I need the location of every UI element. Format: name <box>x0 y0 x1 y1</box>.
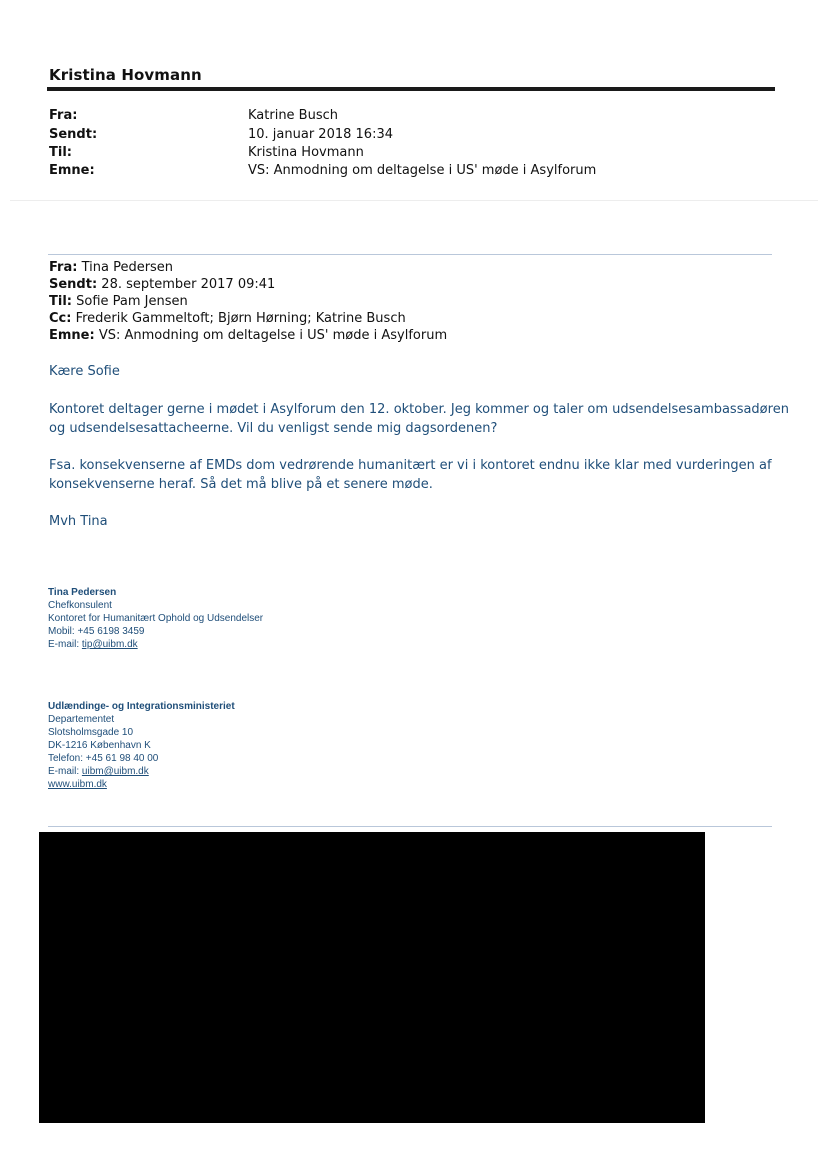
redaction-block <box>39 832 705 1123</box>
signature-title: Chefkonsulent <box>48 600 112 611</box>
paragraph-1-line-2: og udsendelsesattacheerne. Vil du venligst sende mig dagsordenen? <box>49 421 498 436</box>
forwarded-to <box>49 294 188 309</box>
org-website-link[interactable]: www.uibm.dk <box>48 779 107 790</box>
header-to-value: Kristina Hovmann <box>248 145 364 160</box>
bottom-separator <box>48 826 772 827</box>
org-city: DK-1216 København K <box>48 740 151 751</box>
paragraph-2-line-2: konsekvenserne heraf. Så det må blive på et senere møde. <box>49 477 433 492</box>
closing: Mvh Tina <box>49 514 108 529</box>
org-website-row <box>48 778 107 791</box>
forwarded-subject-label: Emne: <box>49 328 95 343</box>
title-rule <box>47 87 775 91</box>
forwarded-to-label: Til: <box>49 294 72 309</box>
header-subject-label: Emne: <box>49 163 95 178</box>
forwarded-from-value: Tina Pedersen <box>81 260 174 275</box>
header-sent-value: 10. januar 2018 16:34 <box>248 127 393 142</box>
forwarded-from-label: Fra: <box>49 260 78 275</box>
forwarded-sent <box>49 277 275 292</box>
forwarded-cc <box>49 311 406 326</box>
paragraph-2-line-1: Fsa. konsekvenserne af EMDs dom vedrørende humanitært er vi i kontoret endnu ikke klar med vurderingen af <box>49 458 772 473</box>
org-email-label: E-mail: <box>48 766 82 777</box>
org-department: Departementet <box>48 714 115 725</box>
org-street: Slotsholmsgade 10 <box>48 727 134 738</box>
org-email-row <box>48 765 149 778</box>
header-sent-label: Sendt: <box>49 127 98 142</box>
org-email-link[interactable]: uibm@uibm.dk <box>81 766 149 777</box>
forwarded-sent-value: 28. september 2017 09:41 <box>101 277 276 292</box>
forwarded-subject <box>49 328 447 343</box>
header-from-value: Katrine Busch <box>248 108 339 123</box>
header-to-label: Til: <box>49 145 72 160</box>
forwarded-to-value: Sofie Pam Jensen <box>76 294 188 309</box>
forwarded-sent-label: Sendt: <box>49 277 98 292</box>
scan-artifact-line <box>10 200 818 201</box>
signature-email-label: E-mail: <box>48 639 82 650</box>
signature-mobile: Mobil: +45 6198 3459 <box>48 626 145 637</box>
org-name: Udlændinge- og Integrationsministeriet <box>48 701 235 712</box>
document-owner-name: Kristina Hovmann <box>49 66 202 84</box>
forward-separator <box>48 254 772 255</box>
forwarded-from <box>49 260 173 275</box>
signature-email-row <box>48 638 138 651</box>
header-subject-value: VS: Anmodning om deltagelse i US' møde i Asylforum <box>248 163 597 178</box>
signature-name: Tina Pedersen <box>48 587 117 598</box>
forwarded-cc-label: Cc: <box>49 311 72 326</box>
paragraph-1-line-1: Kontoret deltager gerne i mødet i Asylforum den 12. oktober. Jeg kommer og taler om udsendelsesambassadøren <box>49 402 789 417</box>
greeting: Kære Sofie <box>49 364 120 379</box>
signature-email-link[interactable]: tip@uibm.dk <box>81 639 138 650</box>
forwarded-subject-value: VS: Anmodning om deltagelse i US' møde i Asylforum <box>98 328 448 343</box>
forwarded-cc-value: Frederik Gammeltoft; Bjørn Hørning; Katrine Busch <box>75 311 406 326</box>
signature-office: Kontoret for Humanitært Ophold og Udsendelser <box>48 613 264 624</box>
header-from-label: Fra: <box>49 108 78 123</box>
org-phone: Telefon: +45 61 98 40 00 <box>48 753 159 764</box>
